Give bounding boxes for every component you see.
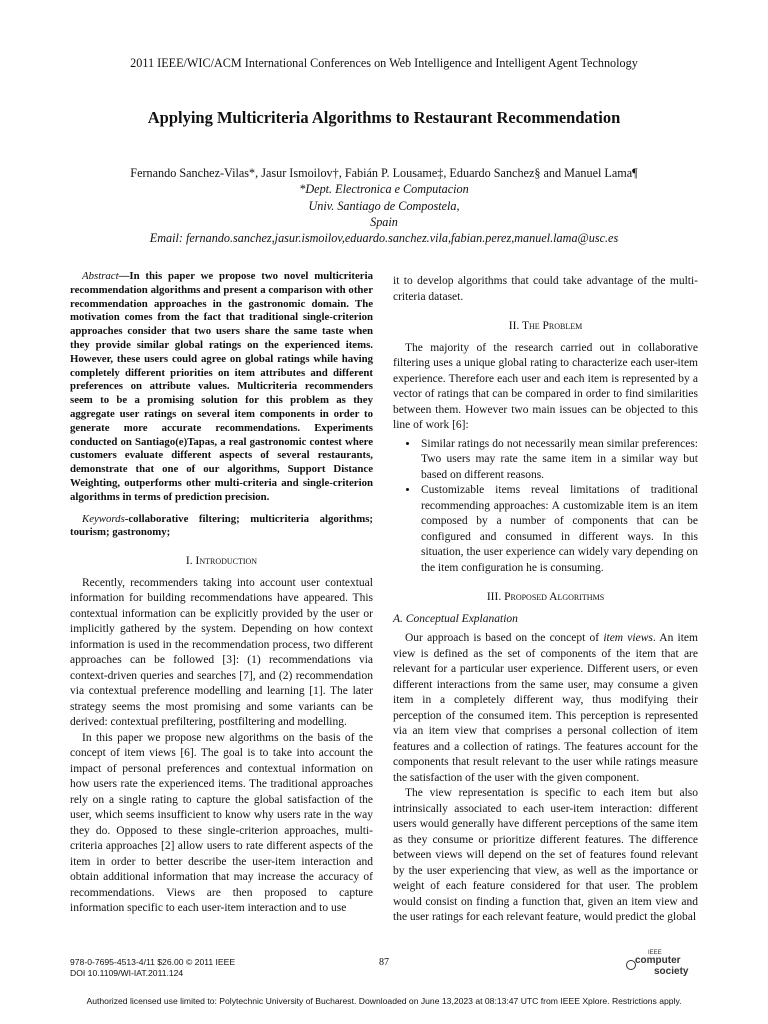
abstract-label: Abstract — [82, 270, 119, 282]
bullet-item: • Customizable items reveal limitations of traditional recommending approaches: A customizable item is an item composed by a number of components that can be configured and consumed in different ways. In this situation, the user experience can widely vary depending on the item configuration he is consuming. — [419, 483, 698, 576]
conceptual-paragraph-1 — [393, 631, 698, 786]
abstract-text: —In this paper we propose two novel multicriteria recommendation algorithms and present a comparison with other recommendation approaches in the gastronomic domain. The motivation comes from the fact that traditional single-criterion approaches consider that two users share the same taste when they provide similar global ratings on the experienced items. However, these users could agree on global ratings while having completely different priorities on item attributes and different preferences on attribute values. Multicriteria recommenders seem to be a promising solution for this problem as they aggregate user ratings on several item components in order to generate more accurate recommendations. Experiments conducted on Santiago(e)Tapas, a real gastronomic contest where customers evaluate different aspects of several restaurants, demonstrate that one of our algorithms, Support Distance Weighting, outperforms other multi-criteria and single-criterion algorithms in terms of prediction precision. — [70, 270, 373, 503]
keywords-text: -collaborative filtering; multicriteria algorithms; tourism; gastronomy; — [70, 512, 373, 539]
intro-continued-paragraph: it to develop algorithms that could take advantage of the multi-criteria dataset. — [393, 275, 698, 303]
keywords — [70, 513, 373, 541]
problem-bullet-list — [393, 437, 698, 577]
logo-ieee-text: IEEE — [648, 950, 662, 956]
page-number: 87 — [379, 957, 389, 968]
author-names: Fernando Sanchez-Vilas*, Jasur Ismoilov†, Fabián P. Lousame‡, Eduardo Sanchez§ and Manuel Lama¶ — [130, 166, 638, 180]
paper-title: Applying Multicriteria Algorithms to Restaurant Recommendation — [147, 108, 621, 127]
bullet-item: • Similar ratings do not necessarily mean similar preferences: Two users may rate the same item in a similar way but based on different reasons. — [419, 437, 698, 484]
author-department: *Dept. Electronica e Computacion — [299, 182, 469, 197]
logo-computer-text: computer — [635, 955, 681, 966]
right-column — [393, 274, 698, 926]
section-heading-proposed-algorithms: III. Proposed Algorithms — [486, 591, 605, 603]
author-country: Spain — [370, 214, 398, 229]
author-email: Email: fernando.sanchez,jasur.ismoilov,eduardo.sanchez.vila,fabian.perez,manuel.lama@usc.es — [149, 231, 619, 246]
left-column — [70, 270, 373, 917]
author-university: Univ. Santiago de Compostela, — [308, 198, 460, 213]
abstract — [70, 270, 373, 505]
conceptual-text-start: Our approach is based on the concept of — [405, 632, 604, 644]
intro-paragraph-2: In this paper we propose new algorithms on the basis of the concept of item views [6]. The goal is to take into account the impact of personal preferences and contextual information on how users rate the experienced items. The traditional approaches rely on a single rating to capture the global satisfaction of the user, which seems insufficient to know why users rate in the way they do. Opposed to these single-criterion approaches, multi-criteria approaches [2] allow users to rate different aspects of the item in order to better describe the user-item interaction and obtain additional information that may increase the accuracy of recommendations. Views are then proposed to capture information specific to each user-item interaction and to use — [70, 731, 373, 915]
intro-paragraph-1: Recently, recommenders taking into account user contextual information for building recommendations have appeared. This contextual information can be explicitly provided by the user or implicitly gathered by the system. Depending on how context information is used in the recommendation process, two different approaches can be followed [3]: (1) recommendations via context-driven queries and searches [7], and (2) recommendation via contextual preference modelling and learning [1]. The later strategy seems the most promising and some variants can be derived: contextual prefiltering, postfiltering and modelling. — [70, 576, 373, 729]
section-heading-introduction: I. Introduction — [185, 555, 258, 568]
conference-name: 2011 IEEE/WIC/ACM International Conferences on Web Intelligence and Intelligent Agent Technology — [130, 56, 638, 70]
conceptual-paragraph-2: The view representation is specific to each item but also intrinsically associated to each user-item interaction: different users would generally have different perceptions of the same item as they consume or prioritize different features. The difference between views will depend on the set of features found relevant by the user experiencing that view, as well as the importance or weight of each feature considered for that user. The problem would consist on finding a function that, given an item view and the user ratings for each relevant feature, would predict the global — [393, 787, 698, 923]
keywords-label: Keywords — [82, 512, 125, 525]
subsection-heading-conceptual: A. Conceptual Explanation — [393, 612, 518, 625]
isbn-line: 978-0-7695-4513-4/11 $26.00 © 2011 IEEE — [70, 957, 236, 967]
conceptual-text-rest: . An item view is defined as the set of components of the item that are relevant for a particular user experience. Different users, or even different interactions from the same user, may consume a given item in a completely different way, thus modifying their perception of the consumed item. This perception is represented via an item view that comprises a personal collection of item features and a collection of ratings. The features account for the components that result relevant to the user while ratings measure the satisfaction of the user with the given component. — [393, 632, 698, 784]
logo-society-text: society — [654, 966, 689, 977]
license-notice: Authorized licensed use limited to: Polytechnic University of Bucharest. Downloaded on June 13,2023 at 08:13:47 UTC from IEEE Xplore. Restrictions apply. — [86, 996, 682, 1006]
problem-paragraph: The majority of the research carried out in collaborative filtering uses a unique global rating to characterize each user-item experience. Therefore each user and each item is represented by a vector of ratings that can be compared in order to find similarities between them. However two main issues can be objected to this line of work [6]: — [393, 341, 698, 431]
item-views-term: item views — [603, 632, 653, 644]
doi-line: DOI 10.1109/WI-IAT.2011.124 — [70, 968, 184, 978]
author-block — [0, 165, 768, 246]
section-heading-problem: II. The Problem — [508, 320, 583, 332]
